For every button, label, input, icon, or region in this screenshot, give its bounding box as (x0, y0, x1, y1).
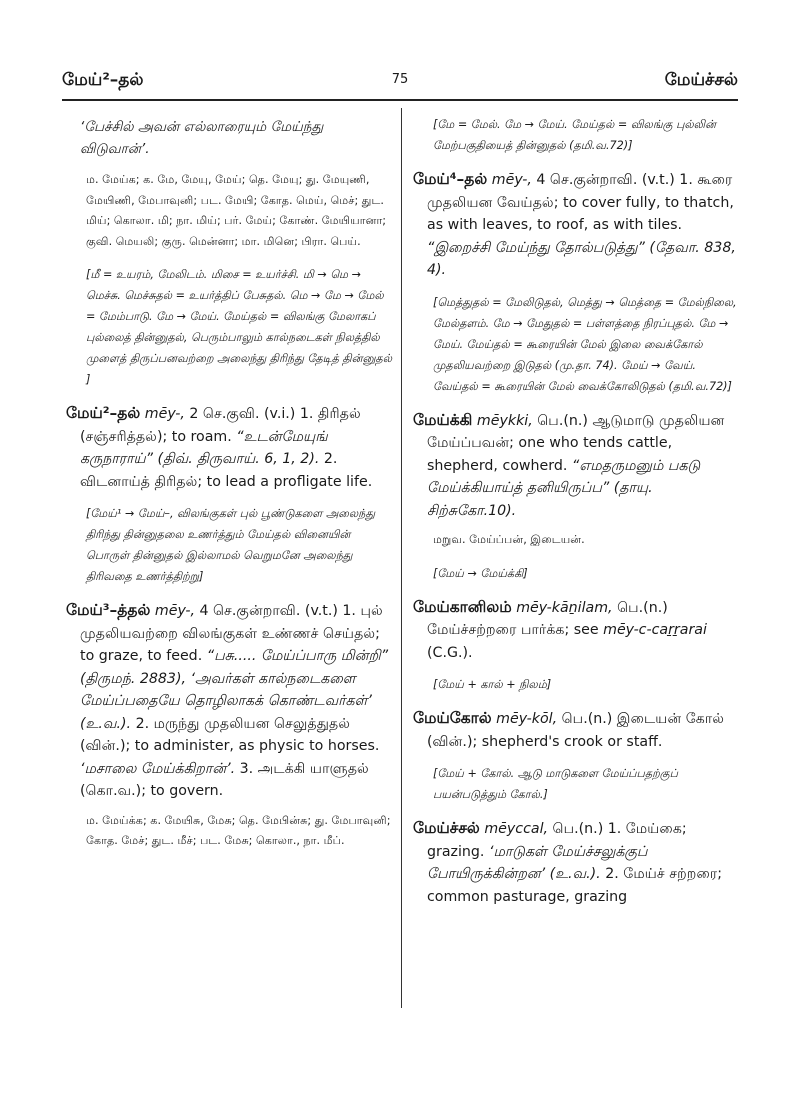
citation-quote: “எமதருமனும் பகடு மேய்க்கியாய்த் தனியிருப்ப” (தாயு. சிற்சுகோ.10). (427, 457, 701, 519)
dictionary-entry (413, 817, 743, 908)
synonyms-note: மறுவ. மேய்ப்பன், இடையன். (433, 533, 585, 546)
transliteration: mēykki, (476, 412, 533, 429)
etymology-note: [மேய்¹ → மேய்–, விலங்குகள் புல் பூண்டுகளை அலைந்து திரிந்து தின்னுதலை உணர்த்தும் மேய்தல் வினையின் பொருள் தின்னுதல் இல்லாமல் வெறுமனே அலைந்து திரிவதை உணர்த்திற்று] (86, 507, 376, 583)
dictionary-entry (413, 596, 743, 665)
citation-quote: “இறைச்சி மேய்ந்து தோல்படுத்து” (தேவா. 838, 4). (427, 239, 736, 278)
etymology-note: [மீ = உயரம், மேலிடம். மிசை = உயர்ச்சி. மி → மெ → மெச்சு. மெச்சுதல் = உயர்த்திப் பேசுதல். மெ → மே → மேல் = மேம்பாடு. மே → மேய். மேய்தல் = விலங்கு மேலாகப் புல்லைத் தின்னுதல், பெரும்பாலும் கால்நடைகள் நிலத்தில் முளைத் திருப்பனவற்றை அலைந்து திரிந்து தேடித் தின்னுதல் ] (86, 268, 393, 386)
definition-text: 2. மருந்து முதலியன செலுத்துதல் (வின்.); to administer, as physic to horses. (80, 715, 380, 754)
transliteration: mēy-, (144, 406, 185, 422)
etymology-note: [மேய் + கோல். ஆடு மாடுகளை மேய்ப்பதற்குப் பயன்படுத்தும் கோல்.] (433, 767, 678, 801)
transliteration: mēy-kāṉilam, (516, 599, 613, 616)
transliteration: mēyccal, (484, 821, 549, 837)
column-divider (401, 108, 402, 1008)
headword: மேய்²–தல் (66, 404, 141, 422)
dictionary-entry (413, 168, 743, 282)
left-column (66, 114, 396, 864)
citation-quote: ‘மாடுகள் மேய்ச்சலுக்குப் போயிருக்கின்றன’ (உ.வ.). (427, 843, 648, 882)
headword: மேய்கானிலம் (413, 597, 512, 616)
etymology-note: [மே = மேல். மே → மேய். மேய்தல் = விலங்கு புல்லின் மேற்பகுதியைத் தின்னுதல் (தமி.வ.72)] (433, 118, 716, 152)
page-header (62, 64, 738, 104)
definition-text: 2. விடனாய்த் திரிதல்; to lead a profligate life. (80, 451, 373, 490)
cross-reference: mēy-c-caṟṟarai (603, 622, 707, 638)
dictionary-entry (413, 707, 743, 753)
etymology-note: [மெத்துதல் = மேலிடுதல், மெத்து → மெத்தை = மேல்நிலை, மேல்தளம். மே → மேதுதல் = பள்ளத்தை நிரப்புதல். மே → மேய். மேய்தல் = கூரையின் மேல் இலை வைக்கோல் முதலியவற்றை இடுதல் (மு.தா. 74). மேய் → வேய். வேய்தல் = கூரையின் மேல் வைக்கோலிடுதல் (தமி.வ.72)] (433, 295, 737, 393)
definition-text: பெ.(n.) மேய்ச்சற்றரை பார்க்க; see (427, 599, 668, 638)
cognates-list: ம. மேய்க்க; க. மேயிசு, மேசு; தெ. மேபின்சு; து. மேபாவுனி; கோத. மேச்; துட. மீச்; பட. மேசு; கொலா., நா. மீப். (86, 813, 391, 847)
headword: மேய்கோல் (413, 709, 492, 727)
citation-quote: ‘மசாலை மேய்க்கிறான்’. (80, 760, 236, 777)
headword: மேய்க்கி (413, 410, 473, 429)
usage-quote: ‘பேச்சில் அவன் எல்லாரையும் மேய்ந்து விடுவான்’. (80, 119, 324, 157)
etymology-note: [மேய் → மேய்க்கி] (433, 566, 528, 580)
definition-text: (C.G.). (427, 644, 473, 661)
definition-text: 2. மேய்ச் சற்றரை; common pasturage, grazing (427, 866, 722, 905)
header-left-guideword: மேய்²–தல் (62, 70, 144, 90)
citation-quote: “உடன்மேயுங் கருநாராய்” (திவ். திருவாய். 6, 1, 2). (80, 428, 328, 467)
definition-text: 4 செ.குன்றாவி. (v.t.) 1. புல் முதலியவற்றை விலங்குகள் உண்ணச் செய்தல்; to graze, to feed. (80, 603, 383, 664)
transliteration: mēy-, (491, 172, 532, 188)
transliteration: mēy-kōl, (496, 711, 558, 727)
definition-text: பெ.(n.) 1. மேய்கை; grazing. (427, 821, 687, 860)
definition-text: பெ.(n.) ஆடுமாடு முதலியன மேய்ப்பவன்; one who tends cattle, shepherd, cowherd. (427, 412, 725, 474)
header-right-guideword: மேய்ச்சல் (664, 70, 738, 90)
headword: மேய்⁴–தல் (413, 170, 488, 188)
citation-quote: “பசு..... மேய்ப்பாரு மின்றி” (திருமந். 2883), ‘அவர்கள் கால்நடைகளை மேய்ப்பதையே தொழிலாகக் கொண்டவர்கள்’ (உ.வ.). (80, 648, 389, 732)
right-column (413, 114, 743, 914)
page-number: 75 (391, 72, 409, 87)
dictionary-entry (66, 599, 396, 803)
transliteration: mēy-, (154, 603, 195, 619)
header-rule (62, 99, 738, 101)
etymology-note: [மேய் + கால் + நிலம்] (433, 678, 552, 691)
dictionary-entry (66, 402, 396, 493)
definition-text: 4 செ.குன்றாவி. (v.t.) 1. கூரை முதலியன வேய்தல்; to cover fully, to thatch, as with leaves, to roof, as with tiles. (427, 172, 734, 233)
definition-text: பெ.(n.) இடையன் கோல் (வின்.); shepherd's crook or staff. (427, 711, 725, 750)
dictionary-entry (413, 409, 743, 523)
headword: மேய்ச்சல் (413, 819, 480, 837)
headword: மேய்³–த்தல் (66, 601, 151, 619)
definition-text: 3. அடக்கி யாளுதல் (கொ.வ.); to govern. (80, 760, 369, 799)
definition-text: 2 செ.குவி. (v.i.) 1. திரிதல் (சஞ்சரித்தல்); to roam. (80, 406, 361, 445)
cognates-list: ம. மேய்க; க. மே, மேயு, மேய்; தெ. மேயு; து. மேயுணி, மேயிணி, மேபாவுனி; பட. மேயி; கோத. மெய், மெச்; துட. மிய்; கொலா. மி; நா. மிய்; பர். மேய்; கோண். மேயியானா; குவி. மெயலி; குரு. மென்னா; மா. மினெ; பிரா. பெய். (86, 173, 387, 248)
